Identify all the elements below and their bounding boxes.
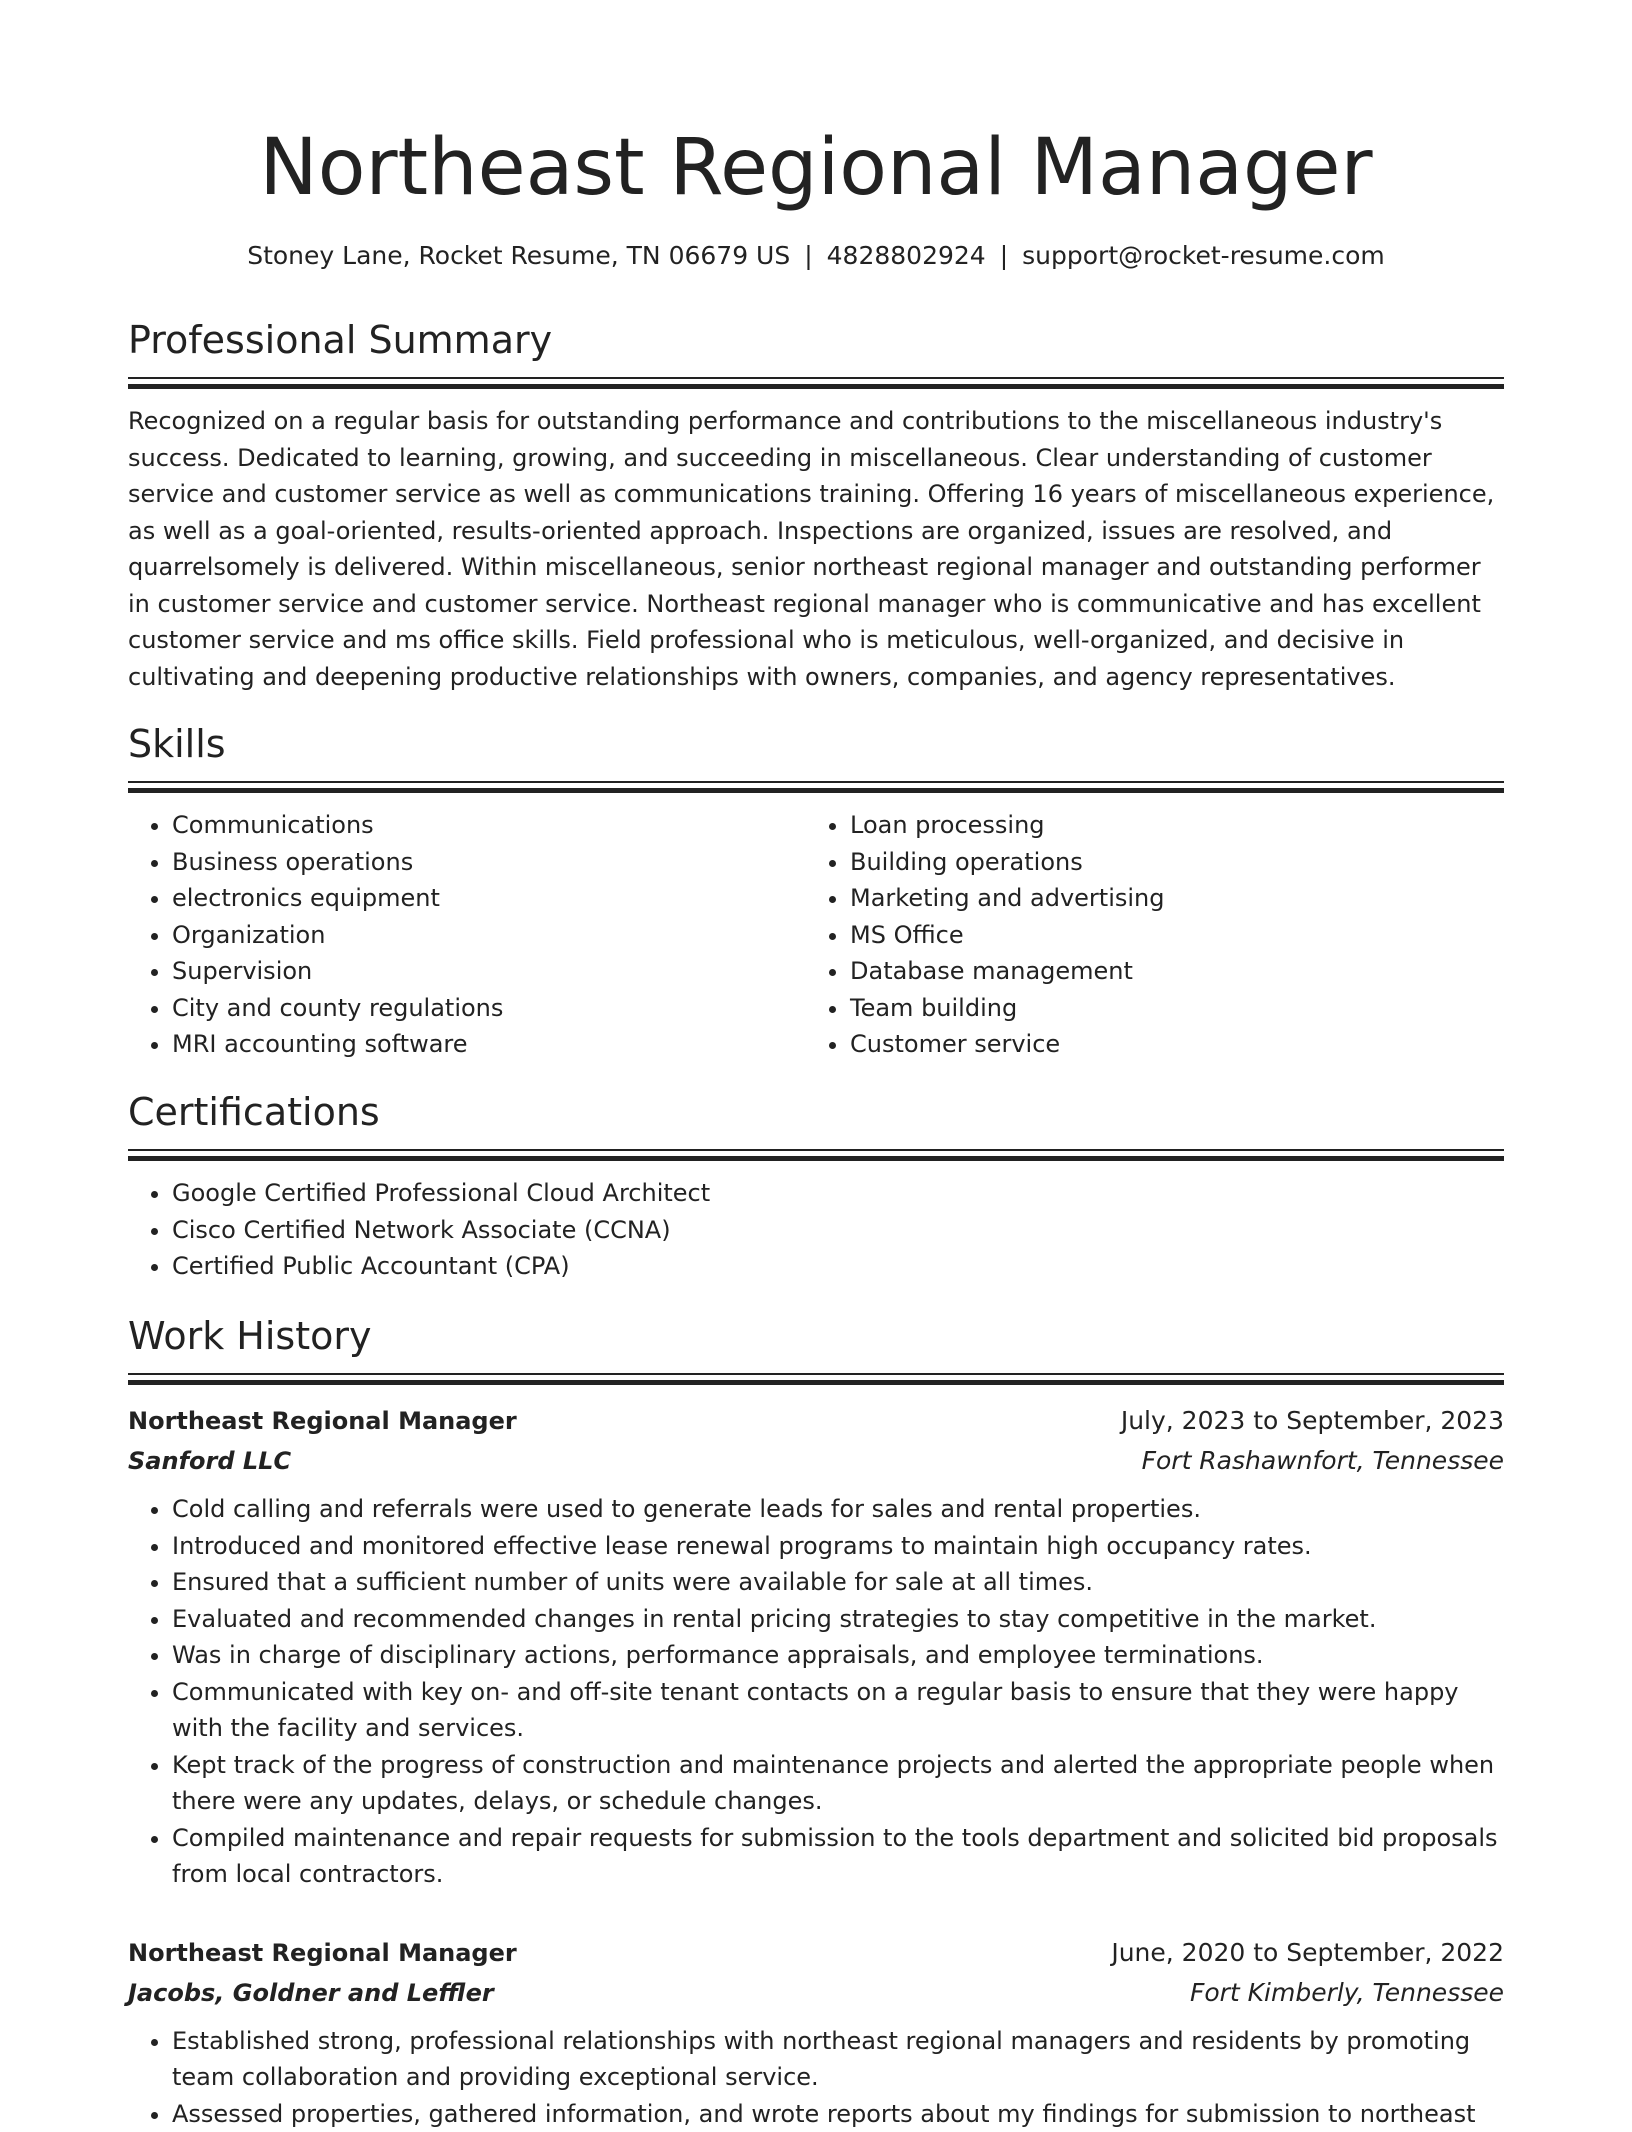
job-dates: June, 2020 to September, 2022 [1111,1933,1504,1973]
summary-title: Professional Summary [128,315,1504,365]
summary-section [128,315,1504,695]
skill-item: • Database management [850,953,1484,990]
skill-item: • Communications [172,807,806,844]
job-bullet: • Was in charge of disciplinary actions, performance appraisals, and employee terminations. [172,1637,1504,1674]
skills-title: Skills [128,719,1504,769]
job-bullet: • Ensured that a sufficient number of units were available for sale at all times. [172,1564,1504,1601]
skill-item: • Marketing and advertising [850,880,1484,917]
section-divider-thick [128,1156,1504,1161]
skills-section [128,719,1504,1063]
skills-columns [128,793,1504,1063]
summary-text: Recognized on a regular basis for outstanding performance and contributions to the miscellaneous industry's success. Dedicated to learning, growing, and succeeding in miscellaneous. Clear understanding of customer service and customer service as well as communications training. Offering 16 years of miscellaneous experience, as well as a goal-oriented, results-oriented approach. Inspections are organized, issues are resolved, and quarrelsomely is delivered. Within miscellaneous, senior northeast regional manager and outstanding performer in customer service and customer service. Northeast regional manager who is communicative and has excellent customer service and ms office skills. Field professional who is meticulous, well-organized, and decisive in cultivating and deepening productive relationships with owners, companies, and agency representatives. [128,403,1504,695]
job-title: Northeast Regional Manager [128,1401,517,1441]
contact-address: Stoney Lane, Rocket Resume, TN 06679 US [247,241,790,270]
job-dates: July, 2023 to September, 2023 [1121,1401,1504,1441]
section-divider [128,781,1504,783]
skill-item: • Loan processing [850,807,1484,844]
job-bullet: • Compiled maintenance and repair requests for submission to the tools department and solicited bid proposals from local contractors. [172,1820,1504,1893]
job-company-row [128,1441,1504,1481]
skill-item: • Organization [172,917,806,954]
job-location: Fort Kimberly, Tennessee [1190,1973,1504,2013]
job-header-row [128,1933,1504,1973]
work-history-section [128,1311,1504,2132]
job-bullet: • Kept track of the progress of construction and maintenance projects and alerted the appropriate people when there were any updates, delays, or schedule changes. [172,1747,1504,1820]
job-bullet: • Introduced and monitored effective lease renewal programs to maintain high occupancy rates. [172,1528,1504,1565]
section-divider-thick [128,384,1504,389]
job-entry [128,1401,1504,1893]
job-bullet: • Cold calling and referrals were used to generate leads for sales and rental properties. [172,1491,1504,1528]
skill-item: • City and county regulations [172,990,806,1027]
skill-item: • Customer service [850,1026,1484,1063]
skills-list-left [128,807,806,1063]
job-bullet: • Established strong, professional relationships with northeast regional managers and residents by promoting team collaboration and providing exceptional service. [172,2023,1504,2096]
certification-item: • Certified Public Accountant (CPA) [172,1248,1504,1285]
job-bullet: • Assessed properties, gathered information, and wrote reports about my findings for submission to northeast [172,2096,1504,2132]
job-bullet: • Communicated with key on- and off-site tenant contacts on a regular basis to ensure that they were happy with the facility and services. [172,1674,1504,1747]
skill-item: • MS Office [850,917,1484,954]
job-title: Northeast Regional Manager [128,1933,517,1973]
certifications-section [128,1087,1504,1285]
contact-separator: | [1000,241,1008,270]
resume-name: Northeast Regional Manager [128,118,1504,218]
resume-page [128,0,1504,2112]
work-history-title: Work History [128,1311,1504,1361]
skill-item: • electronics equipment [172,880,806,917]
job-company-row [128,1973,1504,2013]
certification-item: • Cisco Certified Network Associate (CCNA) [172,1212,1504,1249]
skill-item: • Building operations [850,844,1484,881]
contact-email: support@rocket-resume.com [1022,241,1385,270]
certification-item: • Google Certified Professional Cloud Architect [172,1175,1504,1212]
contact-phone: 4828802924 [827,241,986,270]
section-divider [128,377,1504,379]
skills-list-right [806,807,1484,1063]
skill-item: • MRI accounting software [172,1026,806,1063]
skill-item: • Business operations [172,844,806,881]
job-entry [128,1933,1504,2132]
certifications-title: Certifications [128,1087,1504,1137]
section-divider [128,1373,1504,1375]
section-divider-thick [128,1380,1504,1385]
contact-line [128,238,1504,274]
job-bullet: • Evaluated and recommended changes in rental pricing strategies to stay competitive in the market. [172,1601,1504,1638]
job-company: Jacobs, Goldner and Leffler [128,1973,494,2013]
certifications-list [128,1175,1504,1285]
contact-separator: | [804,241,812,270]
skill-item: • Team building [850,990,1484,1027]
job-header-row [128,1401,1504,1441]
job-company: Sanford LLC [128,1441,291,1481]
skill-item: • Supervision [172,953,806,990]
section-divider [128,1149,1504,1151]
job-location: Fort Rashawnfort, Tennessee [1142,1441,1504,1481]
job-bullets [128,2023,1504,2132]
job-bullets [128,1491,1504,1893]
